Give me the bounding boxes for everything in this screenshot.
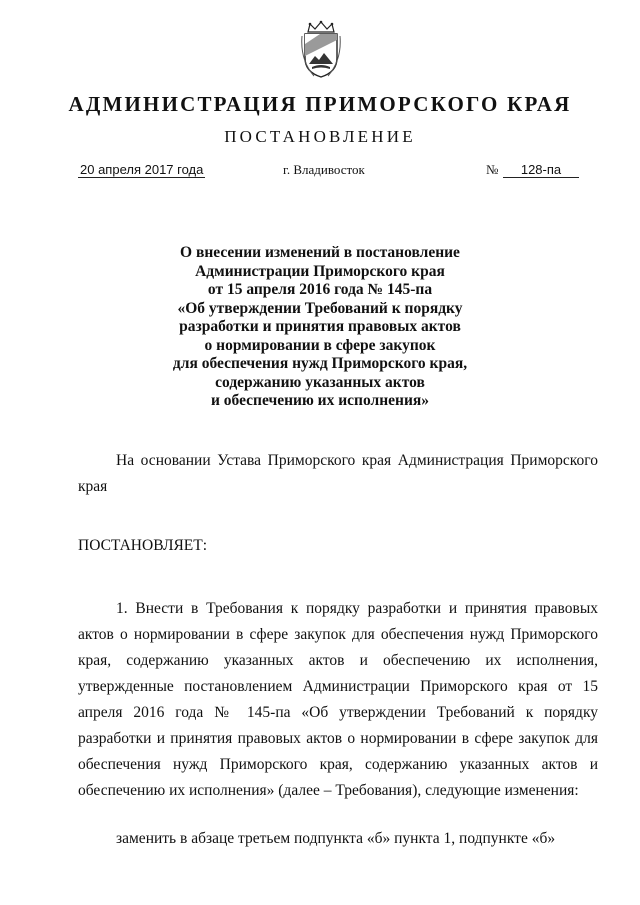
document-number: 128-па [503,162,579,178]
resolve-heading: ПОСТАНОВЛЯЕТ: [78,537,208,554]
item-1-paragraph: 1. Внести в Требования к порядку разработки и принятия правовых актов о нормировании в сфере закупок для обеспечения нужд Приморского края, содержанию указанных актов и обеспечению их исполнения, утвержденные постановлением Администрации Приморского края от 15 апреля 2016 года № 145-па «Об утверждении Требований к порядку разработки и принятия правовых актов о нормировании в сфере закупок для обеспечения нужд Приморского края, содержанию указанных актов и обеспечению их исполнения» (далее – Требования), следующие изменения: [78,600,598,799]
coat-of-arms-icon [300,20,342,78]
change-paragraph: заменить в абзаце третьем подпункта «б» пункта 1, подпункте «б» [116,830,556,847]
document-meta [0,162,640,184]
subject-line: о нормировании в сфере закупок [204,336,436,354]
subject-line: разработки и принятия правовых актов [179,318,461,335]
organization-title: АДМИНИСТРАЦИЯ ПРИМОРСКОГО КРАЯ [68,92,572,116]
subject-line: и обеспечению их исполнения» [210,392,430,409]
document-date: 20 апреля 2017 года [80,162,204,177]
subject-line: для обеспечения нужд Приморского края, [172,355,468,372]
document-type: ПОСТАНОВЛЕНИЕ [224,127,416,146]
subject-line: Администрации Приморского края [195,262,445,280]
subject-line: содержанию указанных актов [215,373,425,391]
subject-line: О внесении изменений в постановление [180,244,460,261]
subject-line: «Об утверждении Требований к порядку [177,299,463,317]
number-label: № [486,162,499,177]
basis-paragraph: На основании Устава Приморского края Администрация Приморского края [78,452,598,495]
subject-line: от 15 апреля 2016 года № 145-па [207,281,433,298]
document-city: г. Владивосток [283,162,365,177]
document-subject [140,244,500,411]
